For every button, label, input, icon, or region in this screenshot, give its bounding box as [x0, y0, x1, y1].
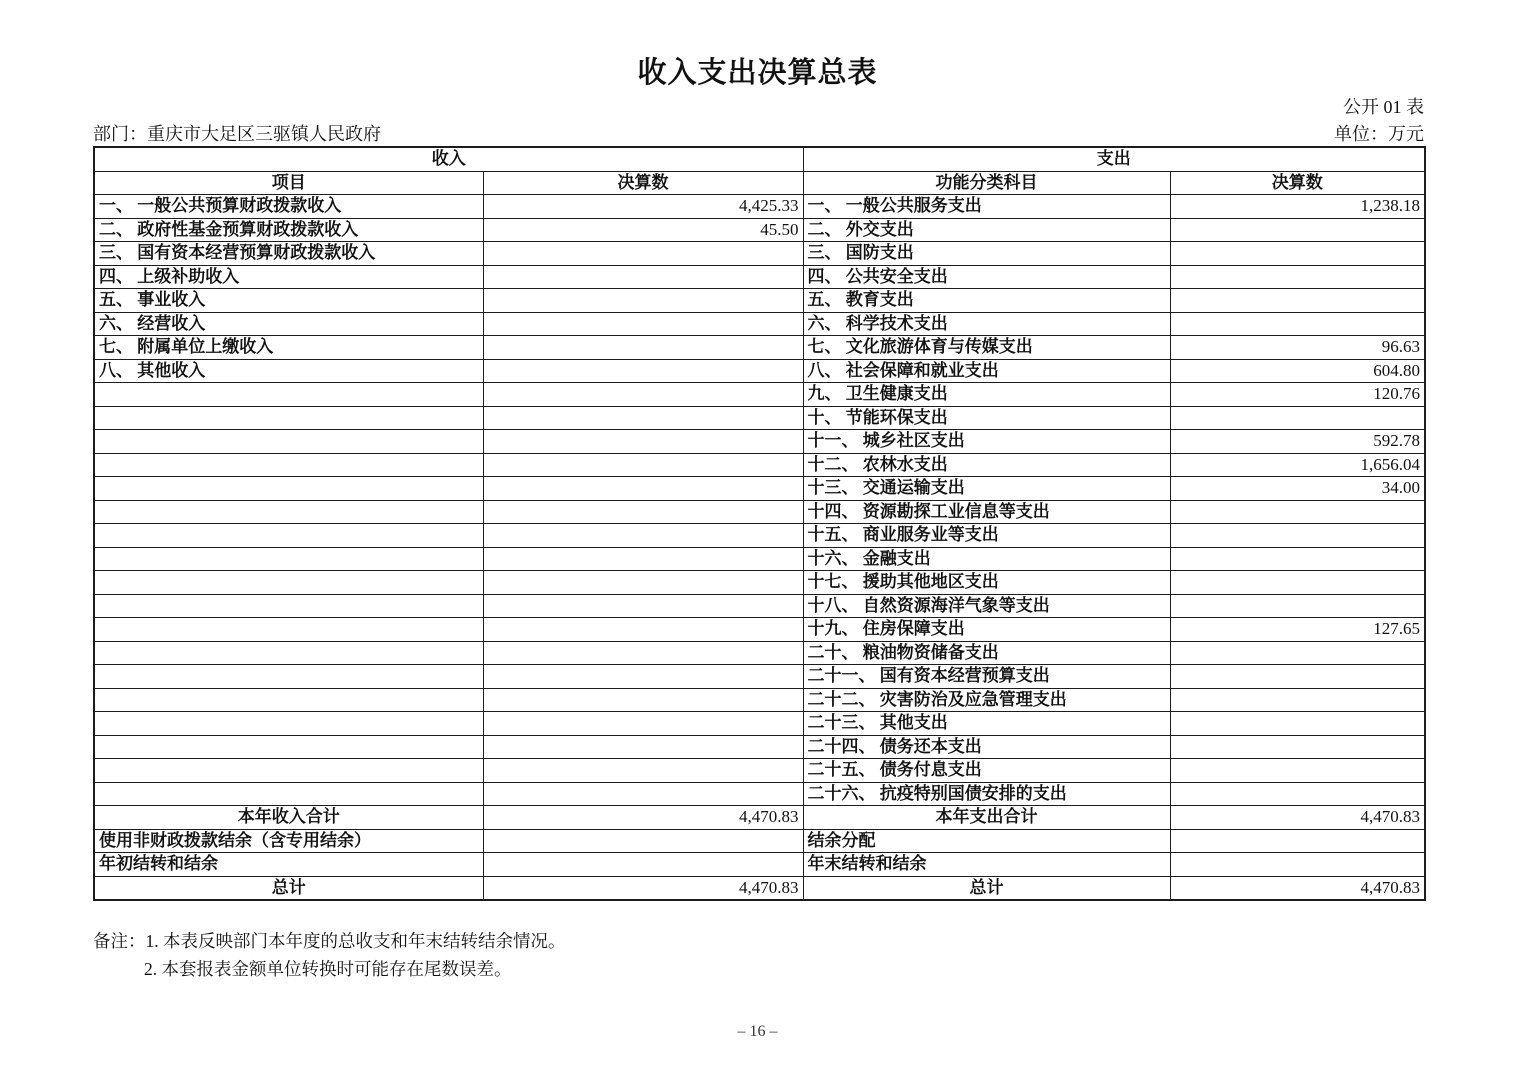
expense-item-cell: 二十一、 国有资本经营预算支出	[803, 665, 1170, 689]
table-row	[94, 218, 1425, 242]
income-item-cell	[94, 618, 483, 642]
col-expense-amount: 决算数	[1170, 171, 1425, 195]
income-item-cell	[94, 712, 483, 736]
expense-amount-cell: 34.00	[1170, 477, 1425, 501]
meta-row	[93, 120, 1424, 146]
expense-item-cell: 二十二、 灾害防治及应急管理支出	[803, 688, 1170, 712]
expense-amount-cell	[1170, 406, 1425, 430]
expense-amount-cell	[1170, 829, 1425, 853]
expense-item-cell: 六、 科学技术支出	[803, 312, 1170, 336]
income-item-cell	[94, 383, 483, 407]
note-1-text: 1. 本表反映部门本年度的总收支和年末结转结余情况。	[145, 931, 566, 951]
income-item-cell	[94, 594, 483, 618]
table-row	[94, 735, 1425, 759]
col-income-amount: 决算数	[483, 171, 803, 195]
table-row	[94, 782, 1425, 806]
table-row	[94, 406, 1425, 430]
expense-item-cell: 一、 一般公共服务支出	[803, 195, 1170, 219]
col-income-item: 项目	[94, 171, 483, 195]
table-row	[94, 265, 1425, 289]
income-amount-cell	[483, 782, 803, 806]
expense-item-cell: 结余分配	[803, 829, 1170, 853]
income-grand-total-label: 总计	[94, 876, 483, 900]
page-title: 收入支出决算总表	[637, 57, 878, 89]
expense-item-cell: 十九、 住房保障支出	[803, 618, 1170, 642]
income-item-cell: 一、 一般公共预算财政拨款收入	[94, 195, 483, 219]
form-code: 公开 01 表	[1343, 97, 1424, 117]
total-year-row	[94, 806, 1425, 830]
table-body	[94, 195, 1425, 901]
income-item-cell	[94, 735, 483, 759]
expense-item-cell: 五、 教育支出	[803, 289, 1170, 313]
expense-amount-cell: 604.80	[1170, 359, 1425, 383]
income-amount-cell	[483, 500, 803, 524]
income-item-cell: 七、 附属单位上缴收入	[94, 336, 483, 360]
expense-total-label: 本年支出合计	[803, 806, 1170, 830]
expense-item-cell: 二十六、 抗疫特别国债安排的支出	[803, 782, 1170, 806]
income-amount-cell	[483, 594, 803, 618]
expense-amount-cell	[1170, 759, 1425, 783]
col-expense-item: 功能分类科目	[803, 171, 1170, 195]
unit-label: 单位：万元	[1334, 124, 1424, 144]
expense-amount-cell	[1170, 265, 1425, 289]
income-amount-cell	[483, 759, 803, 783]
table-row	[94, 571, 1425, 595]
income-total-label: 本年收入合计	[94, 806, 483, 830]
table-row	[94, 853, 1425, 877]
income-item-cell: 三、 国有资本经营预算财政拨款收入	[94, 242, 483, 266]
income-amount-cell	[483, 688, 803, 712]
grand-total-row	[94, 876, 1425, 900]
expense-amount-cell	[1170, 500, 1425, 524]
income-item-cell: 二、 政府性基金预算财政拨款收入	[94, 218, 483, 242]
expense-amount-cell	[1170, 853, 1425, 877]
table-row	[94, 242, 1425, 266]
income-section-header: 收入	[94, 147, 803, 171]
income-amount-cell	[483, 547, 803, 571]
notes-label: 备注：	[93, 931, 146, 951]
expense-item-cell: 八、 社会保障和就业支出	[803, 359, 1170, 383]
expense-amount-cell	[1170, 641, 1425, 665]
expense-amount-cell	[1170, 289, 1425, 313]
table-row	[94, 359, 1425, 383]
table-row	[94, 453, 1425, 477]
expense-item-cell: 二、 外交支出	[803, 218, 1170, 242]
income-item-cell	[94, 453, 483, 477]
expense-amount-cell	[1170, 242, 1425, 266]
table-row	[94, 383, 1425, 407]
income-amount-cell	[483, 477, 803, 501]
expense-item-cell: 七、 文化旅游体育与传媒支出	[803, 336, 1170, 360]
income-item-cell	[94, 688, 483, 712]
expense-amount-cell: 1,656.04	[1170, 453, 1425, 477]
expense-item-cell: 二十三、 其他支出	[803, 712, 1170, 736]
income-amount-cell: 4,425.33	[483, 195, 803, 219]
expense-item-cell: 十三、 交通运输支出	[803, 477, 1170, 501]
table-row	[94, 829, 1425, 853]
table-row	[94, 547, 1425, 571]
expense-amount-cell: 120.76	[1170, 383, 1425, 407]
expense-amount-cell	[1170, 571, 1425, 595]
income-item-cell	[94, 477, 483, 501]
notes	[93, 928, 566, 983]
expense-amount-cell	[1170, 665, 1425, 689]
income-amount-cell	[483, 312, 803, 336]
income-amount-cell	[483, 829, 803, 853]
expense-amount-cell	[1170, 524, 1425, 548]
income-amount-cell	[483, 571, 803, 595]
expense-section-header: 支出	[803, 147, 1425, 171]
expense-amount-cell: 96.63	[1170, 336, 1425, 360]
table-row	[94, 618, 1425, 642]
expense-item-cell: 十六、 金融支出	[803, 547, 1170, 571]
income-amount-cell	[483, 524, 803, 548]
income-amount-cell	[483, 289, 803, 313]
table-row	[94, 594, 1425, 618]
income-item-cell	[94, 782, 483, 806]
income-amount-cell	[483, 242, 803, 266]
expense-amount-cell	[1170, 218, 1425, 242]
income-item-cell	[94, 500, 483, 524]
table-row	[94, 524, 1425, 548]
table-row	[94, 665, 1425, 689]
income-amount-cell	[483, 265, 803, 289]
expense-item-cell: 二十四、 债务还本支出	[803, 735, 1170, 759]
department-label: 部门：重庆市大足区三驱镇人民政府	[93, 124, 381, 144]
note-line-1	[93, 928, 566, 956]
expense-item-cell: 十五、 商业服务业等支出	[803, 524, 1170, 548]
income-amount-cell	[483, 641, 803, 665]
income-item-cell	[94, 547, 483, 571]
table-row	[94, 712, 1425, 736]
table-row	[94, 336, 1425, 360]
expense-amount-cell	[1170, 735, 1425, 759]
expense-item-cell: 二十五、 债务付息支出	[803, 759, 1170, 783]
income-item-cell: 使用非财政拨款结余（含专用结余）	[94, 829, 483, 853]
expense-item-cell: 十一、 城乡社区支出	[803, 430, 1170, 454]
income-amount-cell	[483, 712, 803, 736]
expense-amount-cell	[1170, 782, 1425, 806]
income-grand-total-amount: 4,470.83	[483, 876, 803, 900]
section-header-row	[94, 147, 1425, 171]
table-row	[94, 759, 1425, 783]
income-total-amount: 4,470.83	[483, 806, 803, 830]
income-amount-cell	[483, 406, 803, 430]
expense-amount-cell: 592.78	[1170, 430, 1425, 454]
income-item-cell: 八、 其他收入	[94, 359, 483, 383]
table-row	[94, 641, 1425, 665]
income-item-cell	[94, 524, 483, 548]
expense-amount-cell	[1170, 547, 1425, 571]
expense-amount-cell	[1170, 594, 1425, 618]
income-item-cell: 年初结转和结余	[94, 853, 483, 877]
table-row	[94, 289, 1425, 313]
income-item-cell	[94, 759, 483, 783]
expense-amount-cell	[1170, 712, 1425, 736]
expense-grand-total-amount: 4,470.83	[1170, 876, 1425, 900]
table-row	[94, 688, 1425, 712]
income-item-cell: 四、 上级补助收入	[94, 265, 483, 289]
income-amount-cell	[483, 853, 803, 877]
table-row	[94, 430, 1425, 454]
expense-item-cell: 十、 节能环保支出	[803, 406, 1170, 430]
expense-item-cell: 十八、 自然资源海洋气象等支出	[803, 594, 1170, 618]
expense-item-cell: 十四、 资源勘探工业信息等支出	[803, 500, 1170, 524]
final-accounts-table	[93, 146, 1426, 901]
expense-item-cell: 年末结转和结余	[803, 853, 1170, 877]
expense-total-amount: 4,470.83	[1170, 806, 1425, 830]
income-amount-cell	[483, 453, 803, 477]
income-amount-cell: 45.50	[483, 218, 803, 242]
expense-item-cell: 十二、 农林水支出	[803, 453, 1170, 477]
income-amount-cell	[483, 665, 803, 689]
table-row	[94, 500, 1425, 524]
income-amount-cell	[483, 383, 803, 407]
income-item-cell	[94, 665, 483, 689]
income-amount-cell	[483, 618, 803, 642]
column-header-row	[94, 171, 1425, 195]
page-number: – 16 –	[737, 1023, 778, 1040]
expense-amount-cell: 127.65	[1170, 618, 1425, 642]
table-row	[94, 477, 1425, 501]
table-row	[94, 195, 1425, 219]
note-line-2: 2. 本套报表金额单位转换时可能存在尾数误差。	[144, 958, 512, 979]
income-amount-cell	[483, 359, 803, 383]
income-item-cell	[94, 571, 483, 595]
expense-amount-cell: 1,238.18	[1170, 195, 1425, 219]
income-item-cell	[94, 406, 483, 430]
income-item-cell: 五、 事业收入	[94, 289, 483, 313]
income-amount-cell	[483, 336, 803, 360]
expense-item-cell: 二十、 粮油物资储备支出	[803, 641, 1170, 665]
income-item-cell: 六、 经营收入	[94, 312, 483, 336]
expense-amount-cell	[1170, 688, 1425, 712]
expense-amount-cell	[1170, 312, 1425, 336]
expense-item-cell: 三、 国防支出	[803, 242, 1170, 266]
expense-item-cell: 九、 卫生健康支出	[803, 383, 1170, 407]
expense-item-cell: 十七、 援助其他地区支出	[803, 571, 1170, 595]
income-amount-cell	[483, 735, 803, 759]
expense-grand-total-label: 总计	[803, 876, 1170, 900]
income-amount-cell	[483, 430, 803, 454]
expense-item-cell: 四、 公共安全支出	[803, 265, 1170, 289]
table-row	[94, 312, 1425, 336]
income-item-cell	[94, 641, 483, 665]
income-item-cell	[94, 430, 483, 454]
